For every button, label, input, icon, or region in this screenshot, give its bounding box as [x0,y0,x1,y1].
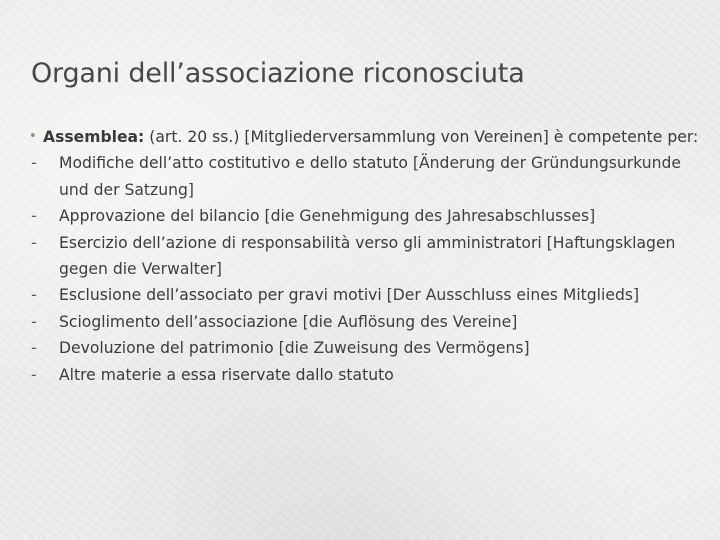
intro-text: (art. 20 ss.) [Mitgliederversammlung von Vereinen] è competente per: [144,128,699,146]
intro-paragraph [31,124,701,150]
list-item [31,203,701,229]
dash-icon: - [31,207,37,226]
dash-icon: - [31,286,37,305]
list-item [31,230,701,283]
intro-heading: Assemblea: [43,128,145,146]
slide-body [31,124,701,388]
item-german-text: [die Auflösung des Vereine] [302,312,518,331]
dash-icon: - [31,365,37,384]
dash-icon: - [31,233,37,252]
item-italian-text: Modifiche dell’atto costitutivo e dello statuto [59,154,413,173]
list-item [31,335,701,361]
dash-icon: - [31,154,37,173]
list-item [31,309,701,335]
item-italian-text: Altre materie a essa riservate dallo statuto [59,365,394,384]
item-italian-text: Approvazione del bilancio [59,207,265,226]
list-item [31,150,701,203]
item-german-text: [die Zuweisung des Vermögens] [278,339,530,358]
slide-title: Organi dell’associazione riconosciuta [31,58,525,89]
item-italian-text: Devoluzione del patrimonio [59,339,279,358]
item-italian-text: Esercizio dell’azione di responsabilità verso gli amministratori [59,233,547,252]
item-german-text: [Haftungsklagen gegen die Verwalter] [59,233,676,279]
item-german-text: [die Genehmigung des Jahresabschlusses] [264,207,596,226]
dash-icon: - [31,312,37,331]
list-item [31,282,701,308]
list-item [31,362,701,388]
bullet-icon: • [29,129,37,144]
item-italian-text: Scioglimento dell’associazione [59,312,303,331]
item-german-text: [Änderung der Gründungsurkunde und der Satzung] [59,154,681,199]
item-italian-text: Esclusione dell’associato per gravi motivi [59,286,387,305]
item-german-text: [Der Ausschluss eines Mitglieds] [386,286,640,305]
dash-icon: - [31,339,37,358]
